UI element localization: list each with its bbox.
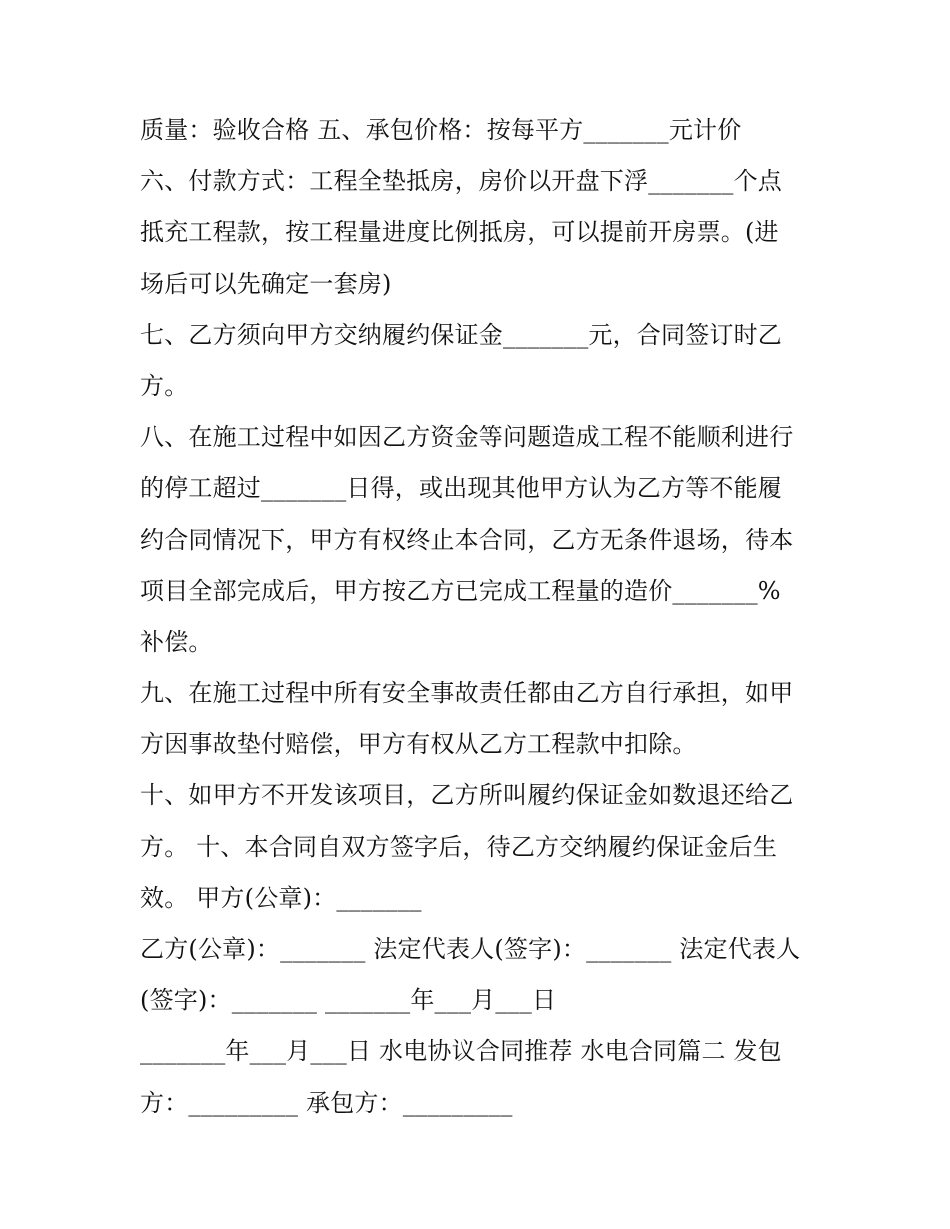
text-line: 质量：验收合格 五、承包价格：按每平方_______元计价 [140, 116, 742, 144]
text-line: 抵充工程款，按工程量进度比例抵房，可以提前开房票。(进 [140, 218, 779, 247]
text-line: 场后可以先确定一套房) [140, 269, 392, 298]
text-line: 方因事故垫付赔偿，甲方有权从乙方工程款中扣除。 [140, 730, 697, 759]
text-line: (签字)：_______ _______年___月___日 [140, 986, 557, 1015]
text-line: 方。 十、本合同自双方签字后，待乙方交纳履约保证金后生 [140, 832, 778, 861]
text-line: _______年___月___日 水电协议合同推荐 水电合同篇二 发包 [140, 1037, 782, 1066]
text-line: 的停工超过_______日得，或出现其他甲方认为乙方等不能履 [140, 474, 782, 503]
text-line: 八、在施工过程中如因乙方资金等问题造成工程不能顺利进行 [140, 423, 794, 452]
text-line: 九、在施工过程中所有安全事故责任都由乙方自行承担，如甲 [140, 679, 794, 708]
text-line: 乙方(公章)：_______ 法定代表人(签字)：_______ 法定代表人 [140, 935, 801, 963]
text-line: 方：_________ 承包方：_________ [140, 1088, 513, 1117]
text-line: 七、乙方须向甲方交纳履约保证金_______元，合同签订时乙 [140, 320, 782, 349]
text-line: 十、如甲方不开发该项目，乙方所叫履约保证金如数退还给乙 [140, 781, 794, 810]
text-line: 补偿。 [140, 627, 213, 656]
text-line: 效。 甲方(公章)：_______ [140, 883, 422, 912]
text-line: 六、付款方式：工程全垫抵房，房价以开盘下浮_______个点 [140, 167, 782, 196]
text-line: 项目全部完成后，甲方按乙方已完成工程量的造价_______% [140, 576, 781, 605]
document-body [140, 105, 820, 1129]
text-line: 方。 [140, 371, 189, 400]
text-line: 约合同情况下，甲方有权终止本合同，乙方无条件退场，待本 [140, 525, 794, 554]
